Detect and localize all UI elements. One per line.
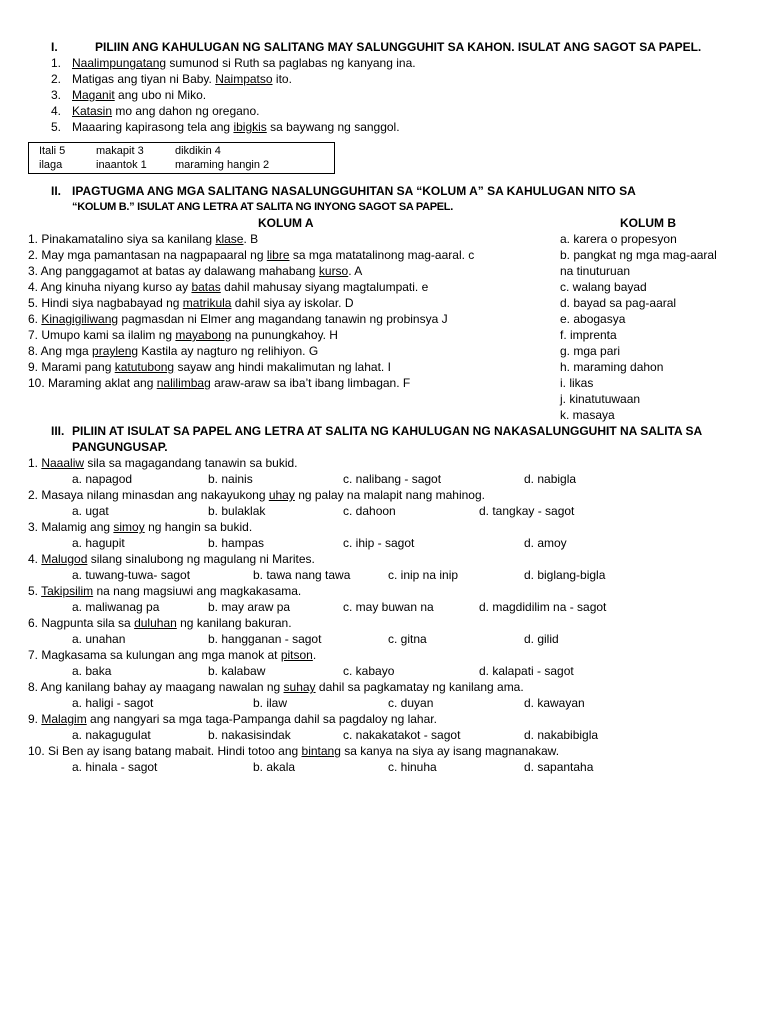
underlined-word: Malagim — [41, 712, 87, 726]
item-text: Maganit ang ubo ni Miko. — [72, 88, 207, 102]
choice-a: a. hinala - sagot — [72, 760, 158, 774]
word-box — [28, 142, 335, 174]
choice-c: c. gitna — [388, 632, 427, 646]
kolum-b-item: d. bayad sa pag-aaral — [560, 296, 677, 310]
choice-b: b. hangganan - sagot — [208, 632, 322, 646]
kolum-b-item: b. pangkat ng mga mag-aaral — [560, 248, 717, 262]
underlined-word: Naalimpungatang — [72, 56, 167, 70]
choice-a: a. maliwanag pa — [72, 600, 160, 614]
part1-heading: PILIIN ANG KAHULUGAN NG SALITANG MAY SALUNGGUHIT SA KAHON. ISULAT ANG SAGOT SA PAPEL. — [95, 40, 702, 54]
item-text: Maaaring kapirasong tela ang ibigkis sa baywang ng sanggol. — [72, 120, 400, 134]
choice-a: a. napagod — [72, 472, 133, 486]
question: 10. Si Ben ay isang batang mabait. Hindi totoo ang bintang sa kanya na siya ay isang magnanakaw. — [28, 744, 560, 758]
choice-b: b. tawa nang tawa — [253, 568, 351, 582]
underlined-word: prayleng — [92, 344, 139, 358]
box-word: maraming hangin 2 — [175, 159, 270, 171]
kolum-b-item: na tinuturuan — [560, 264, 631, 278]
choice-d: d. amoy — [524, 536, 567, 550]
item-number: 4. — [51, 104, 62, 118]
question: 5. Takipsilim na nang magsiuwi ang magkakasama. — [28, 584, 302, 598]
kolum-a-title: KOLUM A — [258, 216, 314, 230]
choice-c: c. dahoon — [343, 504, 396, 518]
underlined-word: bintang — [301, 744, 341, 758]
kolum-b-item: a. karera o propesyon — [560, 232, 677, 246]
part2-numeral: II. — [51, 184, 62, 198]
underlined-word: simoy — [113, 520, 145, 534]
kolum-b-item: c. walang bayad — [560, 280, 647, 294]
kolum-b-item: i. likas — [560, 376, 594, 390]
choice-d: d. kalapati - sagot — [479, 664, 574, 678]
choice-d: d. magdidilim na - sagot — [479, 600, 607, 614]
underlined-word: Maganit — [72, 88, 115, 102]
part3-heading-cont: PANGUNGUSAP. — [72, 440, 168, 454]
part1-item — [51, 104, 260, 118]
choice-c: c. inip na inip — [388, 568, 459, 582]
kolum-b-item: j. kinatutuwaan — [560, 392, 641, 406]
box-word: dikdikin 4 — [175, 145, 221, 157]
choice-b: b. ilaw — [253, 696, 288, 710]
choice-a: a. nakagugulat — [72, 728, 151, 742]
question: 2. Masaya nilang minasdan ang nakayukong uhay ng palay na malapit nang mahinog. — [28, 488, 485, 502]
question: 6. Nagpunta sila sa duluhan ng kanilang bakuran. — [28, 616, 292, 630]
kolum-a-item: 10. Maraming aklat ang nalilimbag araw-araw sa iba’t ibang limbagan. F — [28, 376, 411, 390]
kolum-a-item: 4. Ang kinuha niyang kurso ay batas dahil mahusay siyang magtalumpati. e — [28, 280, 429, 294]
part3-numeral: III. — [51, 424, 65, 438]
item-number: 2. — [51, 72, 62, 86]
choice-c: c. duyan — [388, 696, 434, 710]
choice-d: d. biglang-bigla — [524, 568, 606, 582]
kolum-a-item: 3. Ang panggagamot at batas ay dalawang mahabang kurso. A — [28, 264, 363, 278]
choice-b: b. akala — [253, 760, 296, 774]
question: 1. Naaaliw sila sa magagandang tanawin sa bukid. — [28, 456, 298, 470]
box-word: Itali 5 — [39, 145, 66, 157]
choice-a: a. tuwang-tuwa- sagot — [72, 568, 191, 582]
choice-c: c. nalibang - sagot — [343, 472, 442, 486]
choice-a: a. ugat — [72, 504, 109, 518]
underlined-word: Naimpatso — [215, 72, 273, 86]
item-number: 3. — [51, 88, 62, 102]
box-word: ilaga — [39, 159, 63, 171]
underlined-word: mayabong — [175, 328, 232, 342]
choice-d: d. sapantaha — [524, 760, 594, 774]
choice-a: a. unahan — [72, 632, 126, 646]
underlined-word: nalilimbag — [156, 376, 211, 390]
choice-c: c. ihip - sagot — [343, 536, 415, 550]
question: 4. Malugod silang sinalubong ng magulang ni Marites. — [28, 552, 315, 566]
choice-a: a. haligi - sagot — [72, 696, 154, 710]
kolum-b-item: g. mga pari — [560, 344, 621, 358]
choice-a: a. baka — [72, 664, 112, 678]
part3-heading: PILIIN AT ISULAT SA PAPEL ANG LETRA AT SALITA NG KAHULUGAN NG NAKASALUNGGUHIT NA SALITA SA — [72, 424, 703, 438]
part1-numeral: I. — [51, 40, 58, 54]
part2-heading-cont: “KOLUM B.” ISULAT ANG LETRA AT SALITA NG INYONG SAGOT SA PAPEL. — [72, 201, 453, 213]
part1-item — [51, 72, 292, 86]
underlined-word: Kinagigiliwang — [41, 312, 119, 326]
kolum-a-item: 1. Pinakamatalino siya sa kanilang klase. B — [28, 232, 259, 246]
choice-a: a. hagupit — [72, 536, 125, 550]
part1-item — [51, 56, 416, 70]
question: 8. Ang kanilang bahay ay maagang nawalan ng suhay dahil sa pagkamatay ng kanilang ama. — [28, 680, 524, 694]
box-word: makapit 3 — [96, 145, 144, 157]
underlined-word: Takipsilim — [41, 584, 94, 598]
underlined-word: uhay — [268, 488, 295, 502]
kolum-a-item: 6. Kinagigiliwang pagmasdan ni Elmer ang magandang tanawin ng probinsya J — [28, 312, 448, 326]
kolum-b-title: KOLUM B — [620, 216, 676, 230]
choice-c: c. hinuha — [388, 760, 437, 774]
question: 9. Malagim ang nangyari sa mga taga-Pampanga dahil sa pagdaloy ng lahar. — [28, 712, 437, 726]
kolum-a-item: 2. May mga pamantasan na nagpapaaral ng libre sa mga matatalinong mag-aaral. c — [28, 248, 475, 262]
underlined-word: matrikula — [182, 296, 232, 310]
kolum-a-item: 7. Umupo kami sa ilalim ng mayabong na punungkahoy. H — [28, 328, 338, 342]
choice-b: b. nainis — [208, 472, 253, 486]
choice-b: b. nakasisindak — [208, 728, 291, 742]
choice-d: d. nakabibigla — [524, 728, 599, 742]
choice-b: b. may araw pa — [208, 600, 291, 614]
item-text: Katasin mo ang dahon ng oregano. — [72, 104, 260, 118]
kolum-a-item: 9. Marami pang katutubong sayaw ang hindi makalimutan ng lahat. I — [28, 360, 391, 374]
box-word: inaantok 1 — [96, 159, 147, 171]
underlined-word: ibigkis — [233, 120, 267, 134]
kolum-a-item: 8. Ang mga prayleng Kastila ay nagturo ng relihiyon. G — [28, 344, 319, 358]
underlined-word: kurso — [318, 264, 349, 278]
question: 7. Magkasama sa kulungan ang mga manok at pitson. — [28, 648, 317, 662]
underlined-word: duluhan — [134, 616, 177, 630]
part1-item — [51, 88, 207, 102]
kolum-a-item: 5. Hindi siya nagbabayad ng matrikula dahil siya ay iskolar. D — [28, 296, 354, 310]
kolum-b-item: h. maraming dahon — [560, 360, 664, 374]
part1-item — [51, 120, 400, 134]
kolum-b-item: f. imprenta — [560, 328, 617, 342]
underlined-word: pitson — [280, 648, 313, 662]
kolum-b-item: k. masaya — [560, 408, 615, 422]
underlined-word: libre — [266, 248, 290, 262]
underlined-word: suhay — [283, 680, 316, 694]
choice-d: d. tangkay - sagot — [479, 504, 575, 518]
underlined-word: klase — [215, 232, 244, 246]
choice-c: c. nakakatakot - sagot — [343, 728, 461, 742]
choice-d: d. nabigla — [524, 472, 577, 486]
item-number: 5. — [51, 120, 62, 134]
underlined-word: katutubong — [114, 360, 175, 374]
choice-d: d. gilid — [524, 632, 559, 646]
kolum-b-item: e. abogasya — [560, 312, 626, 326]
question: 3. Malamig ang simoy ng hangin sa bukid. — [28, 520, 253, 534]
part2-heading: IPAGTUGMA ANG MGA SALITANG NASALUNGGUHITAN SA “KOLUM A” SA KAHULUGAN NITO SA — [72, 184, 636, 198]
item-text: Matigas ang tiyan ni Baby. Naimpatso ito. — [72, 72, 292, 86]
underlined-word: Naaaliw — [41, 456, 85, 470]
choice-b: b. bulaklak — [208, 504, 266, 518]
item-number: 1. — [51, 56, 62, 70]
choice-d: d. kawayan — [524, 696, 585, 710]
underlined-word: batas — [191, 280, 221, 294]
underlined-word: Malugod — [41, 552, 88, 566]
underlined-word: Katasin — [72, 104, 113, 118]
choice-c: c. kabayo — [343, 664, 395, 678]
choice-c: c. may buwan na — [343, 600, 434, 614]
choice-b: b. kalabaw — [208, 664, 266, 678]
choice-b: b. hampas — [208, 536, 265, 550]
item-text: Naalimpungatang sumunod si Ruth sa paglabas ng kanyang ina. — [72, 56, 416, 70]
